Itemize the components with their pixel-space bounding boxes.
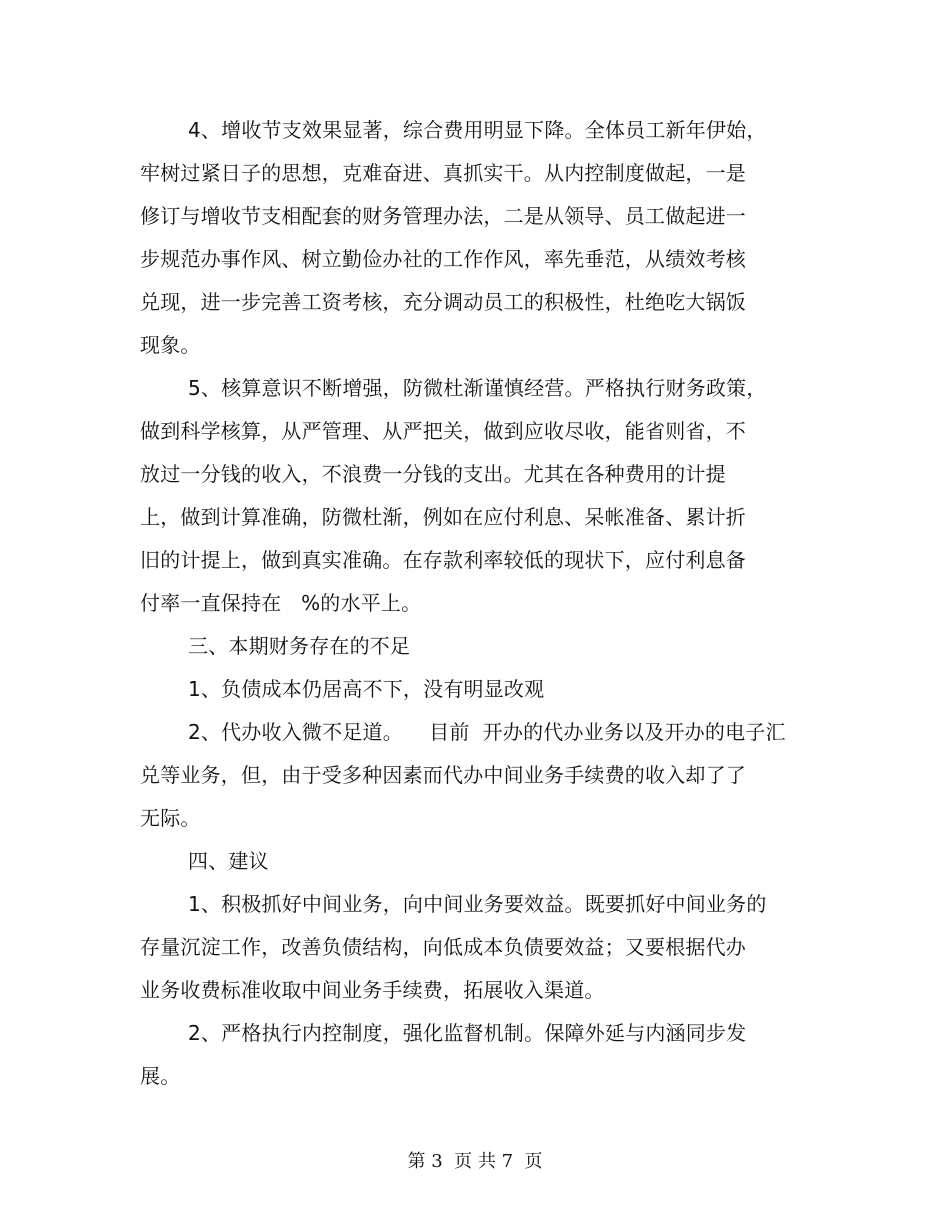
paragraph-line: 4、增收节支效果显著，综合费用明显下降。全体员工新年伊始， — [188, 118, 767, 142]
paragraph-line: 展。 — [140, 1064, 181, 1088]
paragraph-line: 业务收费标准收取中间业务手续费，拓展收入渠道。 — [140, 978, 605, 1002]
paragraph-line: 2、代办收入微不足道。 目前 开办的代办业务以及开办的电子汇 — [188, 720, 786, 744]
paragraph-line: 步规范办事作风、树立勤俭办社的工作作风，率先垂范，从绩效考核 — [140, 247, 746, 271]
paragraph-line: 1、负债成本仍居高不下，没有明显改观 — [188, 677, 545, 701]
paragraph-line: 放过一分钱的收入，不浪费一分钱的支出。尤其在各种费用的计提 — [140, 462, 726, 486]
paragraph-line: 牢树过紧日子的思想，克难奋进、真抓实干。从内控制度做起，一是 — [140, 161, 746, 185]
paragraph-line: 兑现，进一步完善工资考核，充分调动员工的积极性，杜绝吃大锅饭 — [140, 290, 746, 314]
paragraph-line: 2、严格执行内控制度，强化监督机制。保障外延与内涵同步发 — [188, 1021, 747, 1045]
paragraph-line: 修订与增收节支相配套的财务管理办法，二是从领导、员工做起进一 — [140, 204, 746, 228]
paragraph-line: 兑等业务，但，由于受多种因素而代办中间业务手续费的收入却了了 — [140, 763, 746, 787]
paragraph-line: 存量沉淀工作，改善负债结构，向低成本负债要效益；又要根据代办 — [140, 935, 746, 959]
paragraph-line: 无际。 — [140, 806, 201, 830]
paragraph-line: 做到科学核算，从严管理、从严把关，做到应收尽收，能省则省，不 — [140, 419, 746, 443]
section-heading: 三、本期财务存在的不足 — [188, 634, 411, 658]
paragraph-line: 付率一直保持在 %的水平上。 — [140, 591, 422, 615]
paragraph-line: 1、积极抓好中间业务，向中间业务要效益。既要抓好中间业务的 — [188, 892, 767, 916]
paragraph-line: 5、核算意识不断增强，防微杜渐谨慎经营。严格执行财务政策， — [188, 376, 767, 400]
paragraph-line: 旧的计提上，做到真实准确。在存款利率较低的现状下，应付利息备 — [140, 548, 746, 572]
page-number-footer: 第 3 页 共 7 页 — [407, 1151, 543, 1172]
paragraph-line: 现象。 — [140, 333, 201, 357]
paragraph-line: 上，做到计算准确，防微杜渐，例如在应付利息、呆帐准备、累计折 — [140, 505, 746, 529]
section-heading: 四、建议 — [188, 849, 269, 873]
